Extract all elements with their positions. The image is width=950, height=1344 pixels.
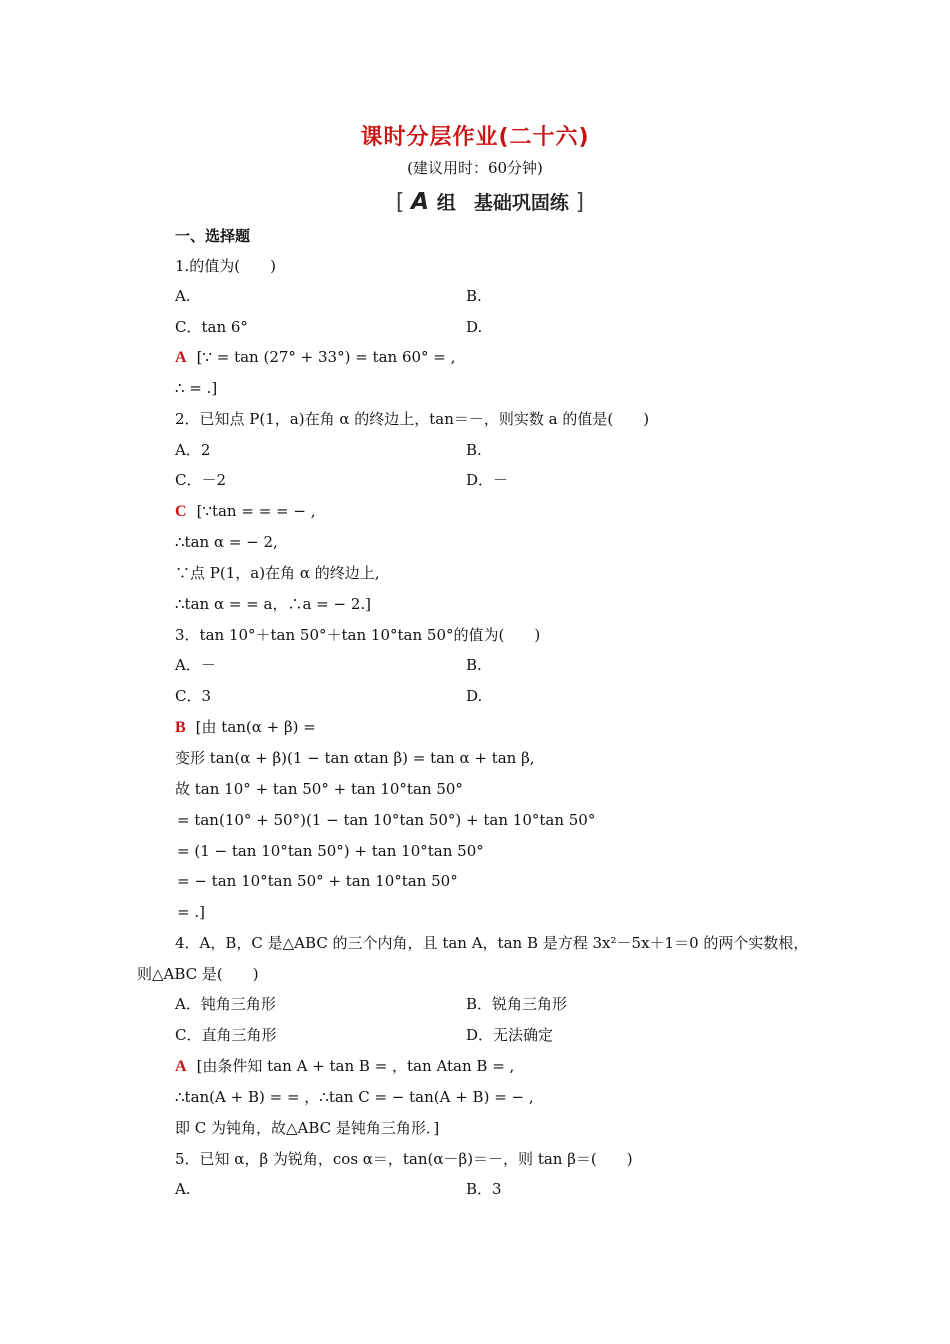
option-d: D．无法确定 <box>466 1026 554 1044</box>
option-a: A. <box>175 287 191 305</box>
question-1: 1.的值为( ) <box>175 257 277 275</box>
answer-key: C <box>175 503 187 520</box>
solution-line: = .] <box>177 903 205 921</box>
option-a: A．－ <box>175 656 216 674</box>
bracket-close: ] <box>575 190 585 215</box>
question-5: 5．已知 α，β 为锐角，cos α＝，tan(α－β)＝－，则 tan β＝( ) <box>175 1150 633 1168</box>
question-2: 2．已知点 P(1，a)在角 α 的终边上，tan＝－，则实数 a 的值是( ) <box>175 410 650 428</box>
solution-text: [∵tan = = = − , <box>196 502 316 520</box>
answer-2 <box>175 501 315 522</box>
answer-1 <box>175 347 455 368</box>
option-a: A. <box>175 1180 191 1198</box>
option-b: B．3 <box>466 1180 502 1198</box>
question-3: 3．tan 10°＋tan 50°＋tan 10°tan 50°的值为( ) <box>175 626 541 644</box>
solution-line: ∴tan α = − 2, <box>175 533 278 551</box>
solution-text: [∵ = tan (27° + 33°) = tan 60° = , <box>196 348 456 366</box>
option-c: C．tan 6° <box>175 318 248 336</box>
solution-line: = (1 − tan 10°tan 50°) + tan 10°tan 50° <box>177 842 484 860</box>
bracket-open: [ <box>395 190 405 215</box>
option-b: B. <box>466 441 482 459</box>
group-heading <box>0 188 950 215</box>
option-b: B. <box>466 287 482 305</box>
page-title: 课时分层作业(二十六) <box>360 125 590 150</box>
solution-line: 即 C 为钝角，故△ABC 是钝角三角形．] <box>175 1119 440 1137</box>
question-4: 4．A，B，C 是△ABC 的三个内角，且 tan A，tan B 是方程 3x²－5x＋1＝0 的两个实数根， <box>175 934 809 952</box>
option-a: A．钝角三角形 <box>175 995 276 1013</box>
option-d: D. <box>466 687 483 705</box>
option-d: D．－ <box>466 471 509 489</box>
solution-text: [由 tan(α + β) = <box>195 718 316 736</box>
option-b: B. <box>466 656 482 674</box>
option-a: A．2 <box>175 441 211 459</box>
group-letter: A <box>411 189 429 215</box>
option-c: C．直角三角形 <box>175 1026 277 1044</box>
answer-key: B <box>175 719 186 736</box>
option-d: D. <box>466 318 483 336</box>
solution-line: ∴tan α = = a，∴a = − 2.] <box>175 595 372 613</box>
option-c: C．－2 <box>175 471 227 489</box>
solution-line: 故 tan 10° + tan 50° + tan 10°tan 50° <box>175 780 463 798</box>
solution-line: = − tan 10°tan 50° + tan 10°tan 50° <box>177 872 458 890</box>
answer-4 <box>175 1056 514 1077</box>
group-name: 基础巩固练 <box>473 192 569 214</box>
option-b: B．锐角三角形 <box>466 995 568 1013</box>
answer-3 <box>175 717 316 738</box>
answer-key: A <box>175 349 187 366</box>
group-label: 组 <box>436 192 456 214</box>
option-c: C．3 <box>175 687 212 705</box>
solution-text: [由条件知 tan A + tan B = ，tan Atan B = , <box>196 1057 515 1075</box>
question-4-cont: 则△ABC 是( ) <box>137 965 259 983</box>
solution-line: = tan(10° + 50°)(1 − tan 10°tan 50°) + tan 10°tan 50° <box>177 811 596 829</box>
suggested-time: (建议用时：60分钟) <box>407 159 543 177</box>
solution-line: ∵点 P(1，a)在角 α 的终边上, <box>175 564 380 582</box>
solution-line: 变形 tan(α + β)(1 − tan αtan β) = tan α + tan β, <box>175 749 535 767</box>
answer-key: A <box>175 1058 187 1075</box>
section-heading: 一、选择题 <box>175 227 251 245</box>
solution-line: ∴ = .] <box>175 379 218 397</box>
solution-line: ∴tan(A + B) = = ，∴tan C = − tan(A + B) = − , <box>175 1088 534 1106</box>
